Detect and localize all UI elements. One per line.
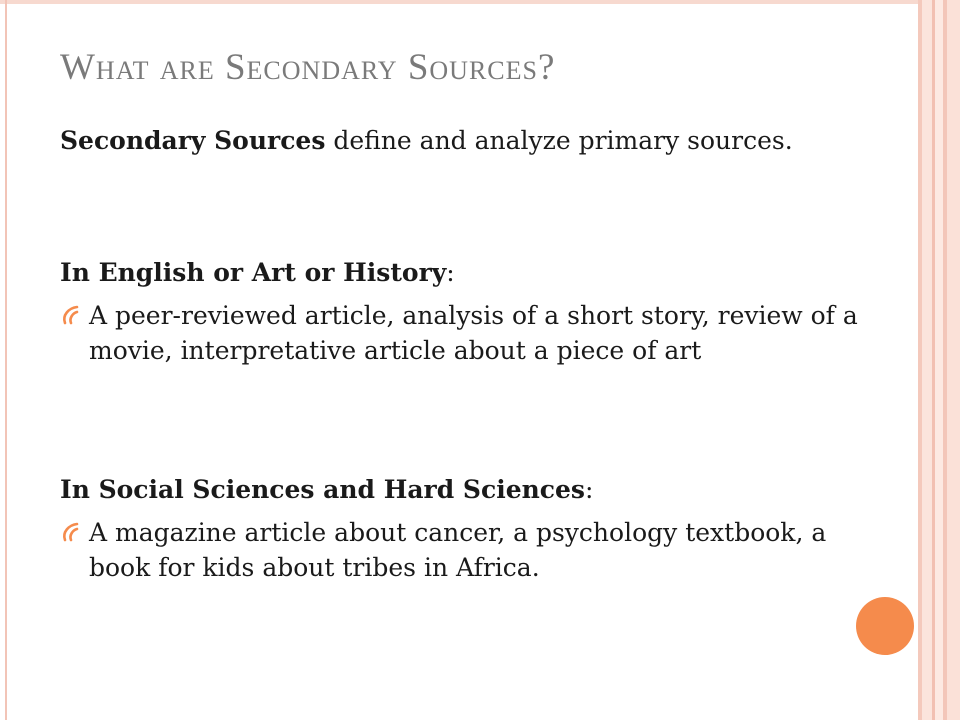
section-heading-colon: : <box>584 475 594 504</box>
bullet-item-sciences <box>60 515 870 585</box>
right-rail-decoration <box>935 0 943 720</box>
section-heading-colon: : <box>446 258 455 287</box>
section-heading-text: In Social Sciences and Hard Sciences <box>60 475 585 504</box>
right-rail-decoration <box>947 0 960 720</box>
right-rail-decoration <box>922 0 932 720</box>
slide-title: What are Secondary Sources? <box>60 47 556 88</box>
bullet-item-humanities <box>60 298 870 368</box>
bullet-icon <box>60 304 80 326</box>
bullet-icon <box>60 521 80 543</box>
bullet-text: A peer-reviewed article, analysis of a short story, review of a movie, interpretative article about a piece of art <box>89 301 858 365</box>
orange-circle-decoration <box>856 597 914 655</box>
intro-term: Secondary Sources <box>60 126 326 155</box>
intro-definition: define and analyze primary sources. <box>325 126 793 155</box>
section-heading-text: In English or Art or History <box>60 258 447 287</box>
intro-paragraph <box>60 123 880 158</box>
left-border-decoration <box>5 0 7 720</box>
section-heading-sciences <box>60 472 880 507</box>
top-border-decoration <box>0 0 960 4</box>
section-heading-humanities <box>60 255 880 290</box>
bullet-text: A magazine article about cancer, a psychology textbook, a book for kids about tribes in Africa. <box>89 518 827 582</box>
